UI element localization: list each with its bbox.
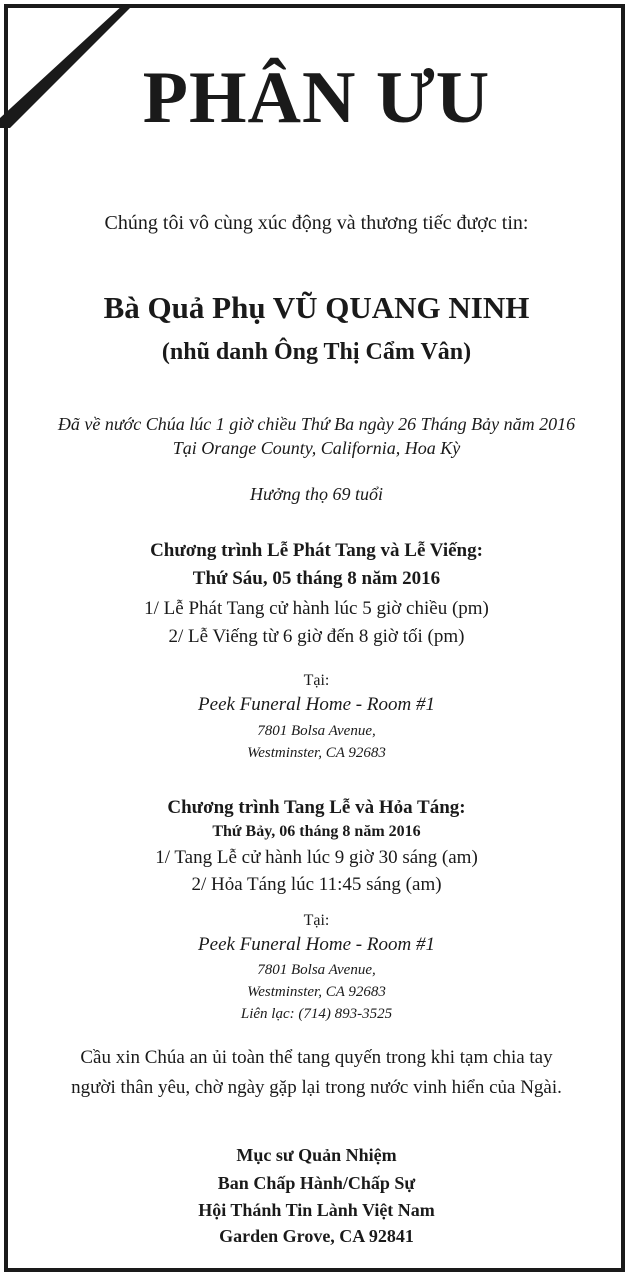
signature-church: Hội Thánh Tin Lành Việt Nam (198, 1200, 435, 1220)
signature-board: Ban Chấp Hành/Chấp Sự (217, 1173, 416, 1193)
program1-item: 2/ Lễ Viếng từ 6 giờ đến 8 giờ tối (pm) (168, 626, 465, 647)
prayer-line: người thân yêu, chờ ngày gặp lại trong nước vinh hiển của Ngài. (71, 1077, 562, 1098)
program2-item: 2/ Hỏa Táng lúc 11:45 sáng (am) (191, 874, 442, 895)
passing-date: Đã về nước Chúa lúc 1 giờ chiều Thứ Ba ngày 26 Tháng Bảy năm 2016 (57, 414, 576, 434)
age-at-death: Hưởng thọ 69 tuổi (250, 484, 383, 504)
program1-item: 1/ Lễ Phát Tang cử hành lúc 5 giờ chiều (pm) (144, 598, 489, 619)
program2-venue: Peek Funeral Home - Room #1 (198, 934, 435, 955)
maiden-name: (nhũ danh Ông Thị Cẩm Vân) (161, 339, 472, 365)
program1-date: Thứ Sáu, 05 tháng 8 năm 2016 (192, 568, 441, 589)
signature-pastor: Mục sư Quản Nhiệm (236, 1145, 397, 1165)
program2-item: 1/ Tang Lễ cử hành lúc 9 giờ 30 sáng (am) (155, 847, 478, 868)
program2-address-street: 7801 Bolsa Avenue, (257, 962, 376, 978)
program1-title: Chương trình Lễ Phát Tang và Lễ Viếng: (150, 540, 483, 561)
program1-address-street: 7801 Bolsa Avenue, (257, 723, 376, 739)
program2-at-label: Tại: (303, 912, 330, 929)
program2-title: Chương trình Tang Lễ và Hỏa Táng: (167, 797, 466, 818)
signature-location: Garden Grove, CA 92841 (219, 1226, 414, 1246)
intro-text: Chúng tôi vô cùng xúc động và thương tiếc được tin: (104, 212, 529, 234)
program1-venue: Peek Funeral Home - Room #1 (198, 694, 435, 715)
deceased-name: Bà Quả Phụ VŨ QUANG NINH (103, 290, 530, 325)
program2-date: Thứ Bảy, 06 tháng 8 năm 2016 (212, 823, 421, 840)
program2-address-city: Westminster, CA 92683 (247, 984, 386, 1000)
contact-phone: Liên lạc: (714) 893-3525 (240, 1006, 393, 1022)
notice-title: PHÂN ƯU (142, 57, 491, 139)
prayer-line: Cầu xin Chúa an ủi toàn thể tang quyến trong khi tạm chia tay (80, 1047, 553, 1068)
program1-at-label: Tại: (303, 672, 330, 689)
program1-address-city: Westminster, CA 92683 (247, 745, 386, 761)
passing-place: Tại Orange County, California, Hoa Kỳ (172, 438, 461, 458)
